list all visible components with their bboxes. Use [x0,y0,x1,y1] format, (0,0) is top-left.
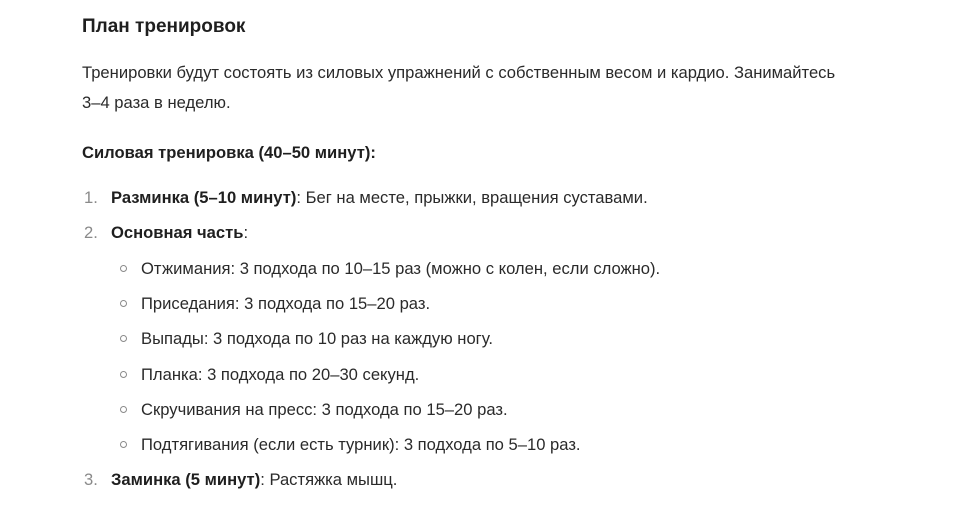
list-item-description: : Бег на месте, прыжки, вращения суставами. [296,188,648,207]
hollow-bullet-icon [120,406,127,413]
list-number: 3. [84,470,98,489]
list-item-description: : Растяжка мышц. [260,470,398,489]
list-number: 1. [84,188,98,207]
list-item-text [111,467,397,493]
hollow-bullet-icon [120,441,127,448]
page-title: План тренировок [82,16,246,37]
list-item-text: Подтягивания (если есть турник): 3 подхода по 5–10 раз. [141,435,581,454]
list-item-label: Заминка (5 минут) [111,470,261,489]
list-item-text: Скручивания на пресс: 3 подхода по 15–20 раз. [141,400,508,419]
hollow-bullet-icon [120,300,127,307]
list-item-text: Планка: 3 подхода по 20–30 секунд. [141,365,420,384]
list-item-text: Приседания: 3 подхода по 15–20 раз. [141,294,431,313]
list-item-text: Отжимания: 3 подхода по 10–15 раз (можно с колен, если сложно). [141,259,661,278]
list-item-text [111,185,648,211]
list-item-text: Выпады: 3 подхода по 10 раз на каждую ногу. [141,329,493,348]
intro-line: Тренировки будут состоять из силовых упражнений с собственным весом и кардио. Занимайтесь [82,63,836,82]
intro-paragraph [82,58,912,118]
intro-line: 3–4 раза в неделю. [82,93,231,112]
section-heading: Силовая тренировка (40–50 минут): [82,143,376,162]
hollow-bullet-icon [120,371,127,378]
list-number: 2. [84,223,98,242]
hollow-bullet-icon [120,265,127,272]
list-item-label: Разминка (5–10 минут) [111,188,297,207]
list-item-text [111,220,248,246]
hollow-bullet-icon [120,335,127,342]
list-item-description: : [243,223,249,242]
list-item-label: Основная часть [111,223,244,242]
